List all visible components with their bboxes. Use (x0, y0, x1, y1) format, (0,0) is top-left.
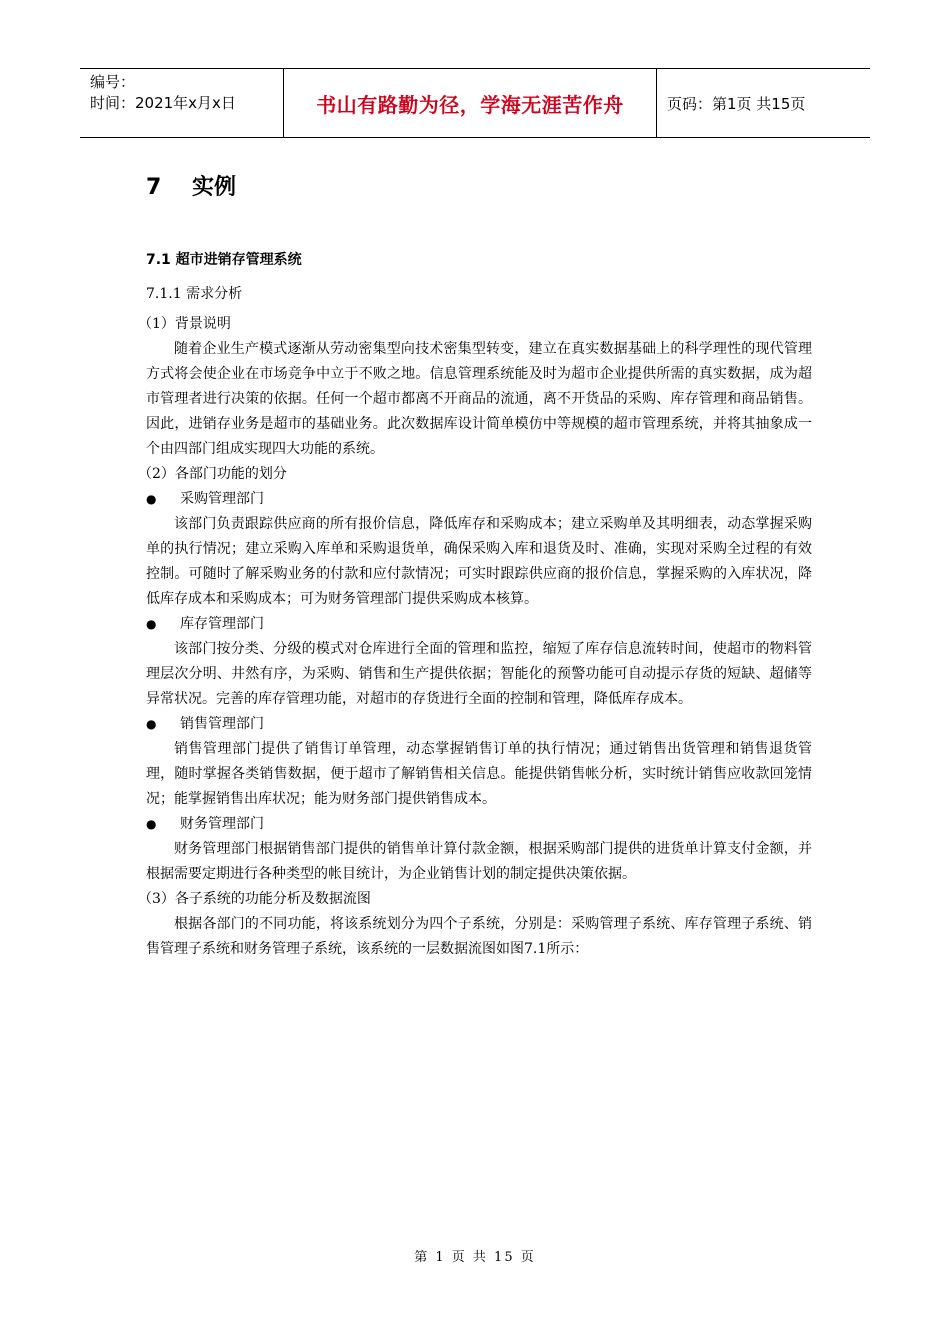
header-page-label: 页码：第1页 共15页 (667, 94, 806, 113)
subsection-heading: 7.1.1 需求分析 (146, 286, 243, 302)
page-footer: 第 1 页 共 15 页 (414, 1250, 536, 1265)
bullet-text: 该部门按分类、分级的模式对仓库进行全面的管理和监控，缩短了库存信息流转时间，使超市的物料管理层次分明、井然有序，为采购、销售和生产提供依据；智能化的预警功能可自动提示存货的短缺、超储等异常状况。完善的库存管理功能，对超市的存货进行全面的控制和管理，降低库存成本。 (146, 641, 812, 707)
chapter-title: 实例 (192, 175, 237, 200)
part1-heading: （1）背景说明 (138, 316, 231, 332)
bullet-icon: ● (146, 817, 157, 831)
bullet-item (146, 487, 812, 512)
bullet-icon: ● (146, 492, 157, 506)
serial-label: 编号： (90, 73, 136, 91)
header-meta (80, 69, 284, 137)
bullet-text: 销售管理部门提供了销售订单管理，动态掌握销售订单的执行情况；通过销售出货管理和销售退货管理，随时掌握各类销售数据，便于超市了解销售相关信息。能提供销售帐分析，实时统计销售应收款回笼情况；能掌握销售出库状况；能为财务部门提供销售成本。 (146, 741, 812, 807)
bullet-item (146, 612, 812, 637)
chapter-heading (146, 170, 812, 210)
bullet-title: 财务管理部门 (180, 816, 264, 832)
document-body (138, 160, 812, 962)
bullet-text: 该部门负责跟踪供应商的所有报价信息，降低库存和采购成本；建立采购单及其明细表，动态掌握采购单的执行情况；建立采购入库单和采购退货单，确保采购入库和退货及时、准确，实现对采购全过程的有效控制。可随时了解采购业务的付款和应付款情况；可实时跟踪供应商的报价信息，掌握采购的入库状况，降低库存成本和采购成本；可为财务管理部门提供采购成本核算。 (146, 516, 812, 607)
chapter-number: 7 (146, 175, 162, 200)
bullet-icon: ● (146, 717, 157, 731)
header-motto: 书山有路勤为径，学海无涯苦作舟 (284, 69, 657, 137)
bullet-title: 销售管理部门 (180, 716, 264, 732)
bullet-icon: ● (146, 617, 157, 631)
bullet-title: 库存管理部门 (180, 616, 264, 632)
bullet-item (146, 712, 812, 737)
bullet-text: 财务管理部门根据销售部门提供的销售单计算付款金额，根据采购部门提供的进货单计算支付金额，并根据需要定期进行各种类型的帐目统计，为企业销售计划的制定提供决策依据。 (146, 841, 812, 882)
section-heading: 7.1 超市进销存管理系统 (146, 252, 302, 268)
date-label: 时间：2021年x月x日 (90, 94, 236, 112)
bullet-item (146, 812, 812, 837)
page-header (80, 68, 870, 138)
bullet-title: 采购管理部门 (180, 491, 264, 507)
part2-heading: （2）各部门功能的划分 (138, 466, 287, 482)
part1-text: 随着企业生产模式逐渐从劳动密集型向技术密集型转变，建立在真实数据基础上的科学理性的现代管理方式将会使企业在市场竞争中立于不败之地。信息管理系统能及时为超市企业提供所需的真实数据，成为超市管理者进行决策的依据。任何一个超市都离不开商品的流通，离不开货品的采购、库存管理和商品销售。因此，进销存业务是超市的基础业务。此次数据库设计简单模仿中等规模的超市管理系统，并将其抽象成一个由四部门组成实现四大功能的系统。 (146, 341, 812, 457)
part3-heading: （3）各子系统的功能分析及数据流图 (138, 891, 371, 907)
part3-text: 根据各部门的不同功能，将该系统划分为四个子系统，分别是：采购管理子系统、库存管理子系统、销售管理子系统和财务管理子系统，该系统的一层数据流图如图7.1所示： (146, 916, 812, 957)
